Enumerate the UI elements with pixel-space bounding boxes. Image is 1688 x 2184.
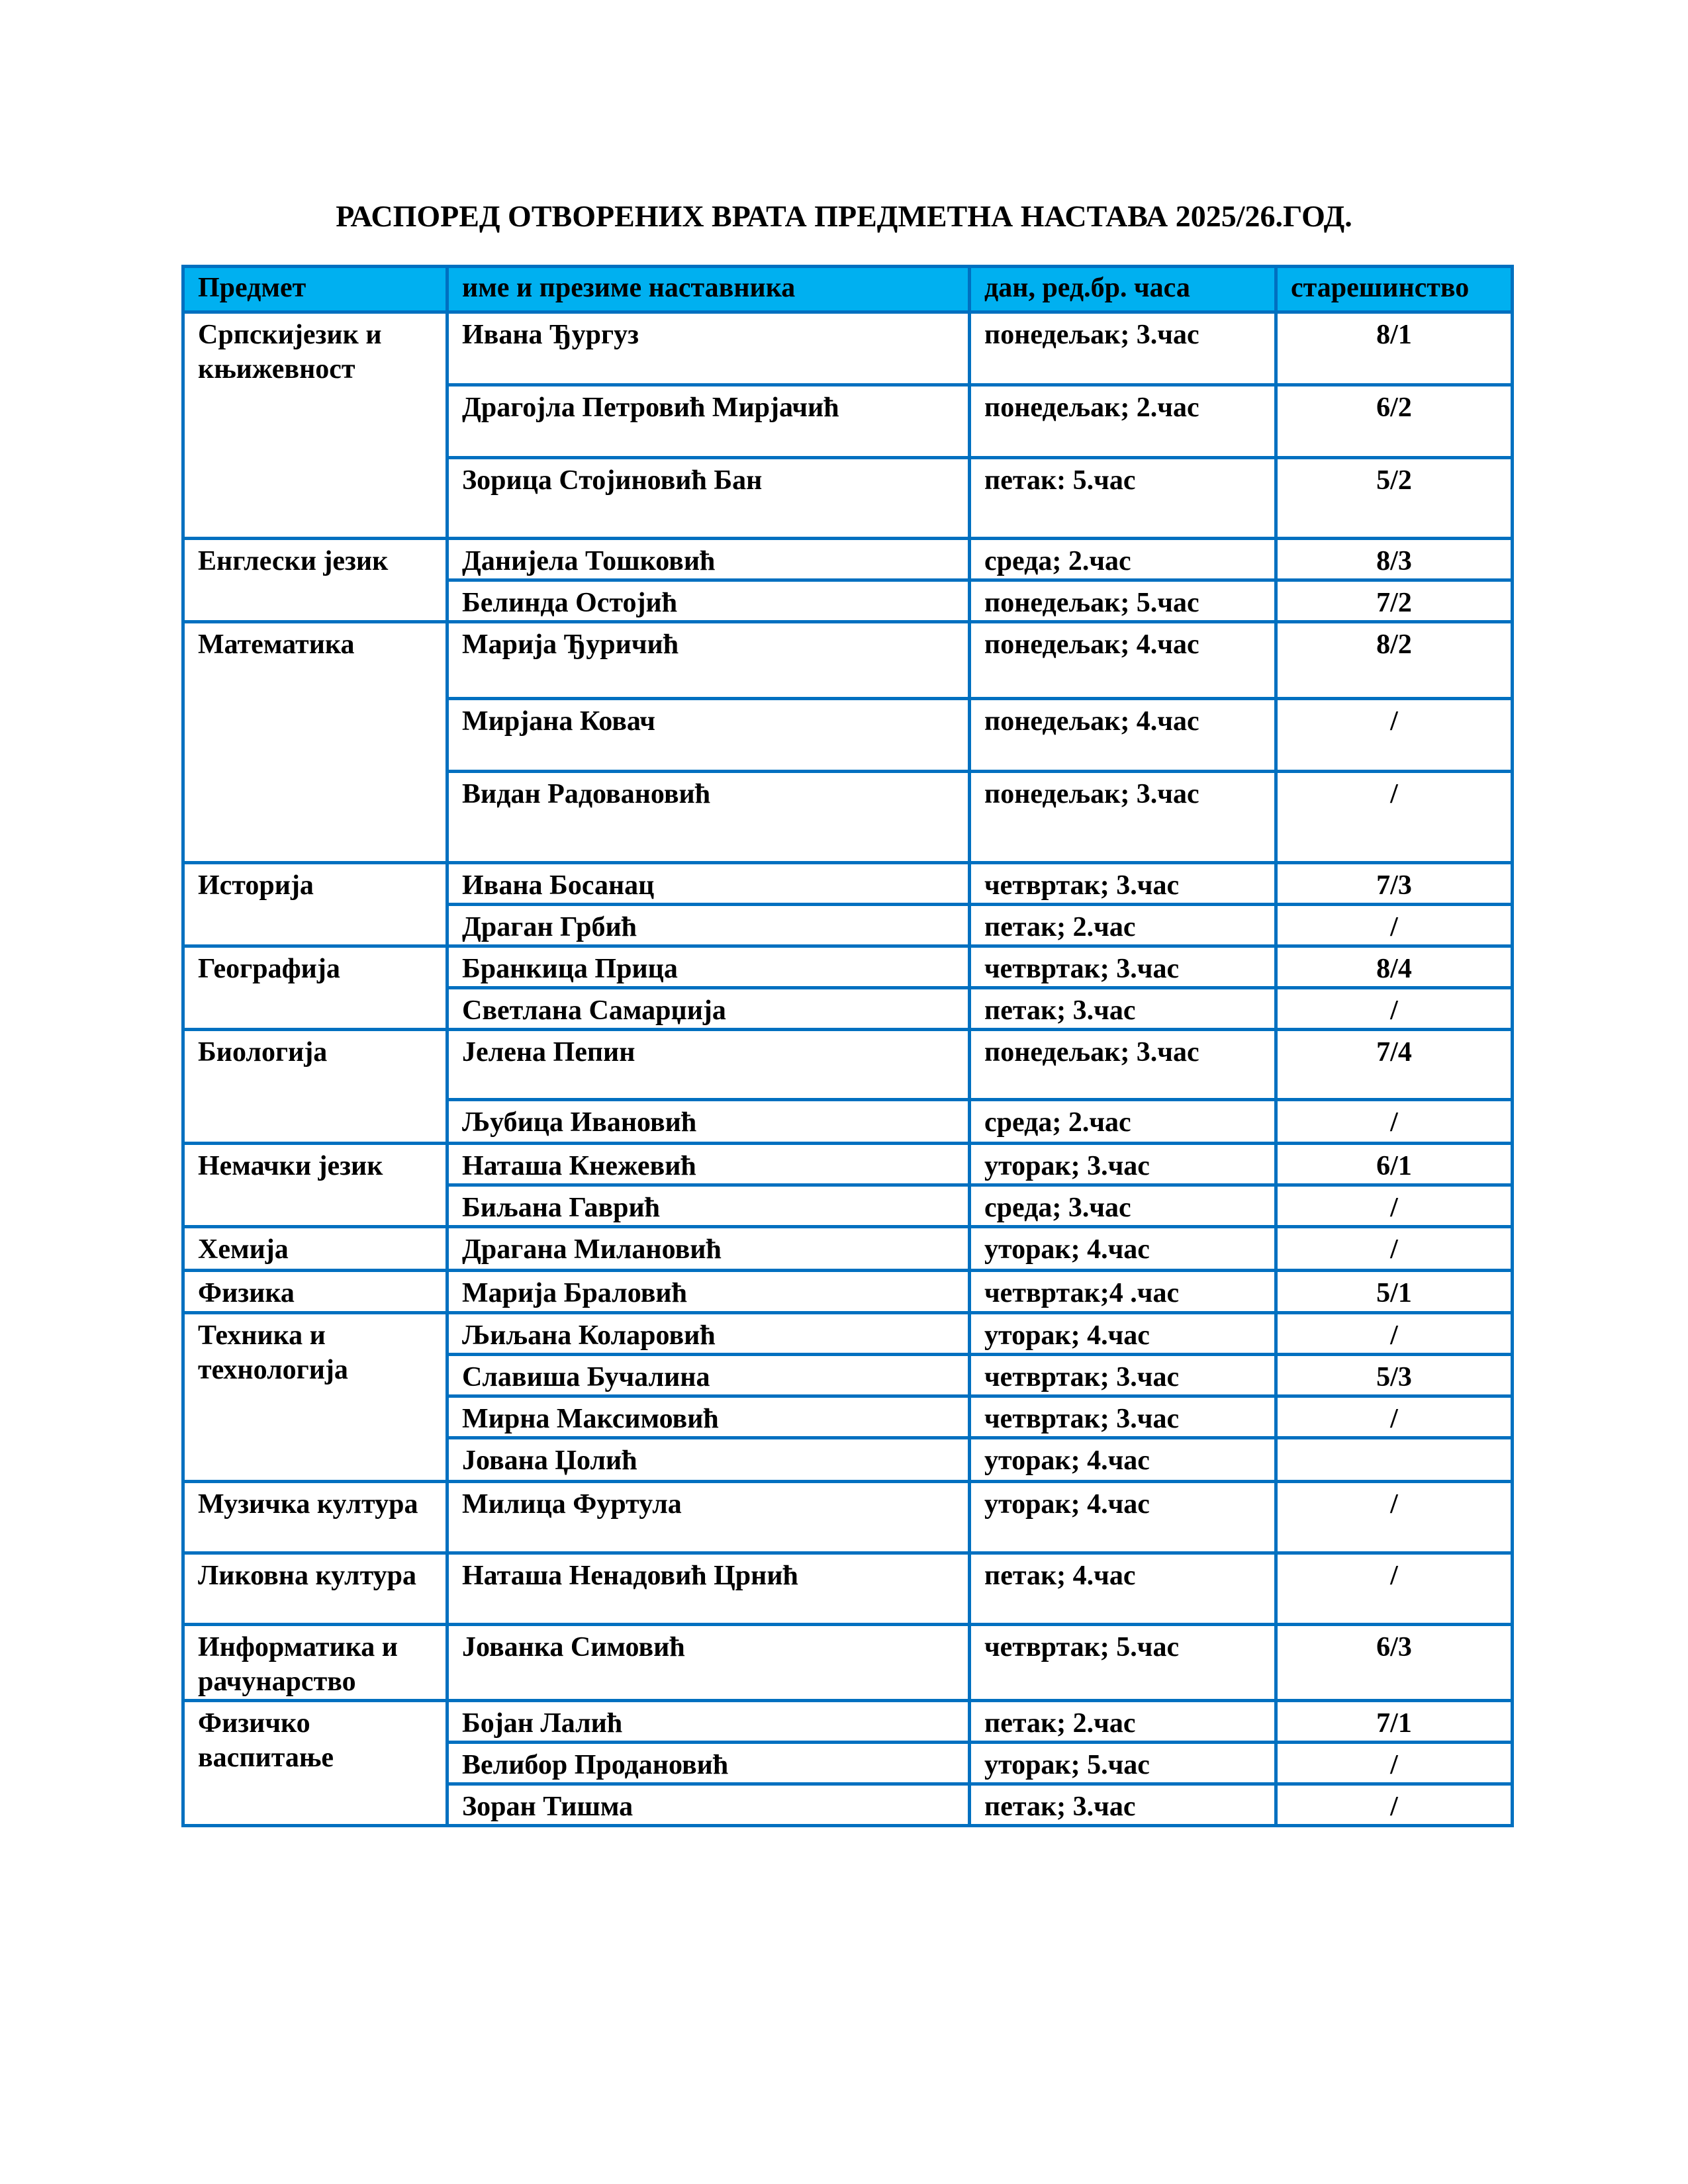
table-row [183,1313,1513,1355]
day-period-cell: понедељак; 4.час [970,699,1276,772]
day-period-cell: четвртак; 3.час [970,946,1276,988]
day-period-cell: понедељак; 3.час [970,1030,1276,1100]
teacher-cell: Љиљана Коларовић [447,1313,970,1355]
homeroom-cell: / [1276,1100,1513,1144]
page-title: РАСПОРЕД ОТВОРЕНИХ ВРАТА ПРЕДМЕТНА НАСТАВА 2025/26.ГОД. [336,199,1352,233]
teacher-cell: Зоран Тишма [447,1784,970,1826]
table-body [183,312,1513,1826]
table-row [183,1625,1513,1701]
open-door-schedule-table [181,265,1514,1827]
homeroom-cell [1276,1438,1513,1482]
teacher-cell: Мирна Максимовић [447,1396,970,1438]
day-period-cell: среда; 2.час [970,1100,1276,1144]
homeroom-cell: / [1276,772,1513,863]
teacher-cell: Наташа Кнежевић [447,1144,970,1185]
day-period-cell: петак; 4.час [970,1553,1276,1625]
subject-cell: Географија [183,946,447,1030]
homeroom-cell: 8/3 [1276,539,1513,580]
day-period-cell: понедељак; 3.час [970,772,1276,863]
homeroom-cell: 7/1 [1276,1701,1513,1743]
homeroom-cell: 6/1 [1276,1144,1513,1185]
subject-cell: Математика [183,622,447,863]
homeroom-cell: / [1276,1227,1513,1271]
teacher-cell: Бранкица Прица [447,946,970,988]
table-row [183,622,1513,699]
teacher-cell: Велибор Продановић [447,1743,970,1784]
day-period-cell: среда; 3.час [970,1185,1276,1227]
teacher-cell: Славиша Бучалина [447,1355,970,1396]
teacher-cell: Милица Фуртула [447,1482,970,1553]
day-period-cell: уторак; 4.час [970,1227,1276,1271]
table-row [183,1144,1513,1185]
table-row [183,946,1513,988]
day-period-cell: четвртак; 3.час [970,863,1276,905]
homeroom-cell: 5/1 [1276,1271,1513,1313]
subject-cell: Техника и технологија [183,1313,447,1482]
day-period-cell: понедељак; 5.час [970,580,1276,622]
teacher-cell: Драган Грбић [447,905,970,946]
teacher-cell: Марија Браловић [447,1271,970,1313]
day-period-cell: четвртак; 5.час [970,1625,1276,1701]
subject-cell: Музичка култура [183,1482,447,1553]
day-period-cell: уторак; 4.час [970,1482,1276,1553]
day-period-cell: четвртак;4 .час [970,1271,1276,1313]
teacher-cell: Бојан Лалић [447,1701,970,1743]
homeroom-cell: / [1276,1482,1513,1553]
homeroom-cell: 5/3 [1276,1355,1513,1396]
day-period-cell: понедељак; 3.час [970,312,1276,385]
day-period-cell: понедељак; 4.час [970,622,1276,699]
teacher-cell: Ивана Босанац [447,863,970,905]
subject-cell: Српскијезик и књижевност [183,312,447,539]
homeroom-cell: 7/2 [1276,580,1513,622]
day-period-cell: четвртак; 3.час [970,1396,1276,1438]
header-homeroom: старешинство [1276,267,1513,312]
day-period-cell: среда; 2.час [970,539,1276,580]
homeroom-cell: 8/2 [1276,622,1513,699]
day-period-cell: петак; 2.час [970,1701,1276,1743]
table-row [183,1482,1513,1553]
homeroom-cell: / [1276,1396,1513,1438]
subject-cell: Физичко васпитање [183,1701,447,1826]
homeroom-cell: 5/2 [1276,458,1513,539]
table-row [183,1553,1513,1625]
teacher-cell: Драгана Милановић [447,1227,970,1271]
teacher-cell: Драгојла Петровић Мирјачић [447,385,970,458]
table-row [183,863,1513,905]
homeroom-cell: / [1276,1784,1513,1826]
day-period-cell: четвртак; 3.час [970,1355,1276,1396]
subject-cell: Физика [183,1271,447,1313]
header-teacher: име и презиме наставника [447,267,970,312]
teacher-cell: Љубица Ивановић [447,1100,970,1144]
teacher-cell: Јованка Симовић [447,1625,970,1701]
table-row [183,539,1513,580]
homeroom-cell: 7/3 [1276,863,1513,905]
homeroom-cell: / [1276,1185,1513,1227]
day-period-cell: уторак; 4.час [970,1438,1276,1482]
table-row [183,1701,1513,1743]
homeroom-cell: / [1276,1553,1513,1625]
teacher-cell: Светлана Самарџија [447,988,970,1030]
day-period-cell: понедељак; 2.час [970,385,1276,458]
subject-cell: Немачки језик [183,1144,447,1227]
homeroom-cell: / [1276,905,1513,946]
subject-cell: Информатика и рачунарство [183,1625,447,1701]
homeroom-cell: 6/3 [1276,1625,1513,1701]
day-period-cell: уторак; 4.час [970,1313,1276,1355]
homeroom-cell: / [1276,1743,1513,1784]
teacher-cell: Белинда Остојић [447,580,970,622]
homeroom-cell: 6/2 [1276,385,1513,458]
header-subject: Предмет [183,267,447,312]
homeroom-cell: / [1276,988,1513,1030]
teacher-cell: Зорица Стојиновић Бан [447,458,970,539]
homeroom-cell: / [1276,1313,1513,1355]
table-row [183,1227,1513,1271]
homeroom-cell: 8/4 [1276,946,1513,988]
header-day-period: дан, ред.бр. часа [970,267,1276,312]
subject-cell: Биологија [183,1030,447,1144]
table-row [183,1030,1513,1100]
day-period-cell: петак; 3.час [970,1784,1276,1826]
teacher-cell: Данијела Тошковић [447,539,970,580]
subject-cell: Енглески језик [183,539,447,622]
teacher-cell: Видан Радовановић [447,772,970,863]
teacher-cell: Јелена Пепин [447,1030,970,1100]
table-header-row [183,267,1513,312]
teacher-cell: Мирјана Ковач [447,699,970,772]
subject-cell: Ликовна култура [183,1553,447,1625]
day-period-cell: уторак; 3.час [970,1144,1276,1185]
day-period-cell: петак; 2.час [970,905,1276,946]
table-row [183,312,1513,385]
day-period-cell: петак; 3.час [970,988,1276,1030]
homeroom-cell: 7/4 [1276,1030,1513,1100]
teacher-cell: Марија Ђуричић [447,622,970,699]
day-period-cell: петак: 5.час [970,458,1276,539]
subject-cell: Историја [183,863,447,946]
teacher-cell: Јована Џолић [447,1438,970,1482]
subject-cell: Хемија [183,1227,447,1271]
table-row [183,1271,1513,1313]
homeroom-cell: 8/1 [1276,312,1513,385]
homeroom-cell: / [1276,699,1513,772]
day-period-cell: уторак; 5.час [970,1743,1276,1784]
teacher-cell: Биљана Гаврић [447,1185,970,1227]
teacher-cell: Наташа Ненадовић Црнић [447,1553,970,1625]
teacher-cell: Ивана Ђургуз [447,312,970,385]
